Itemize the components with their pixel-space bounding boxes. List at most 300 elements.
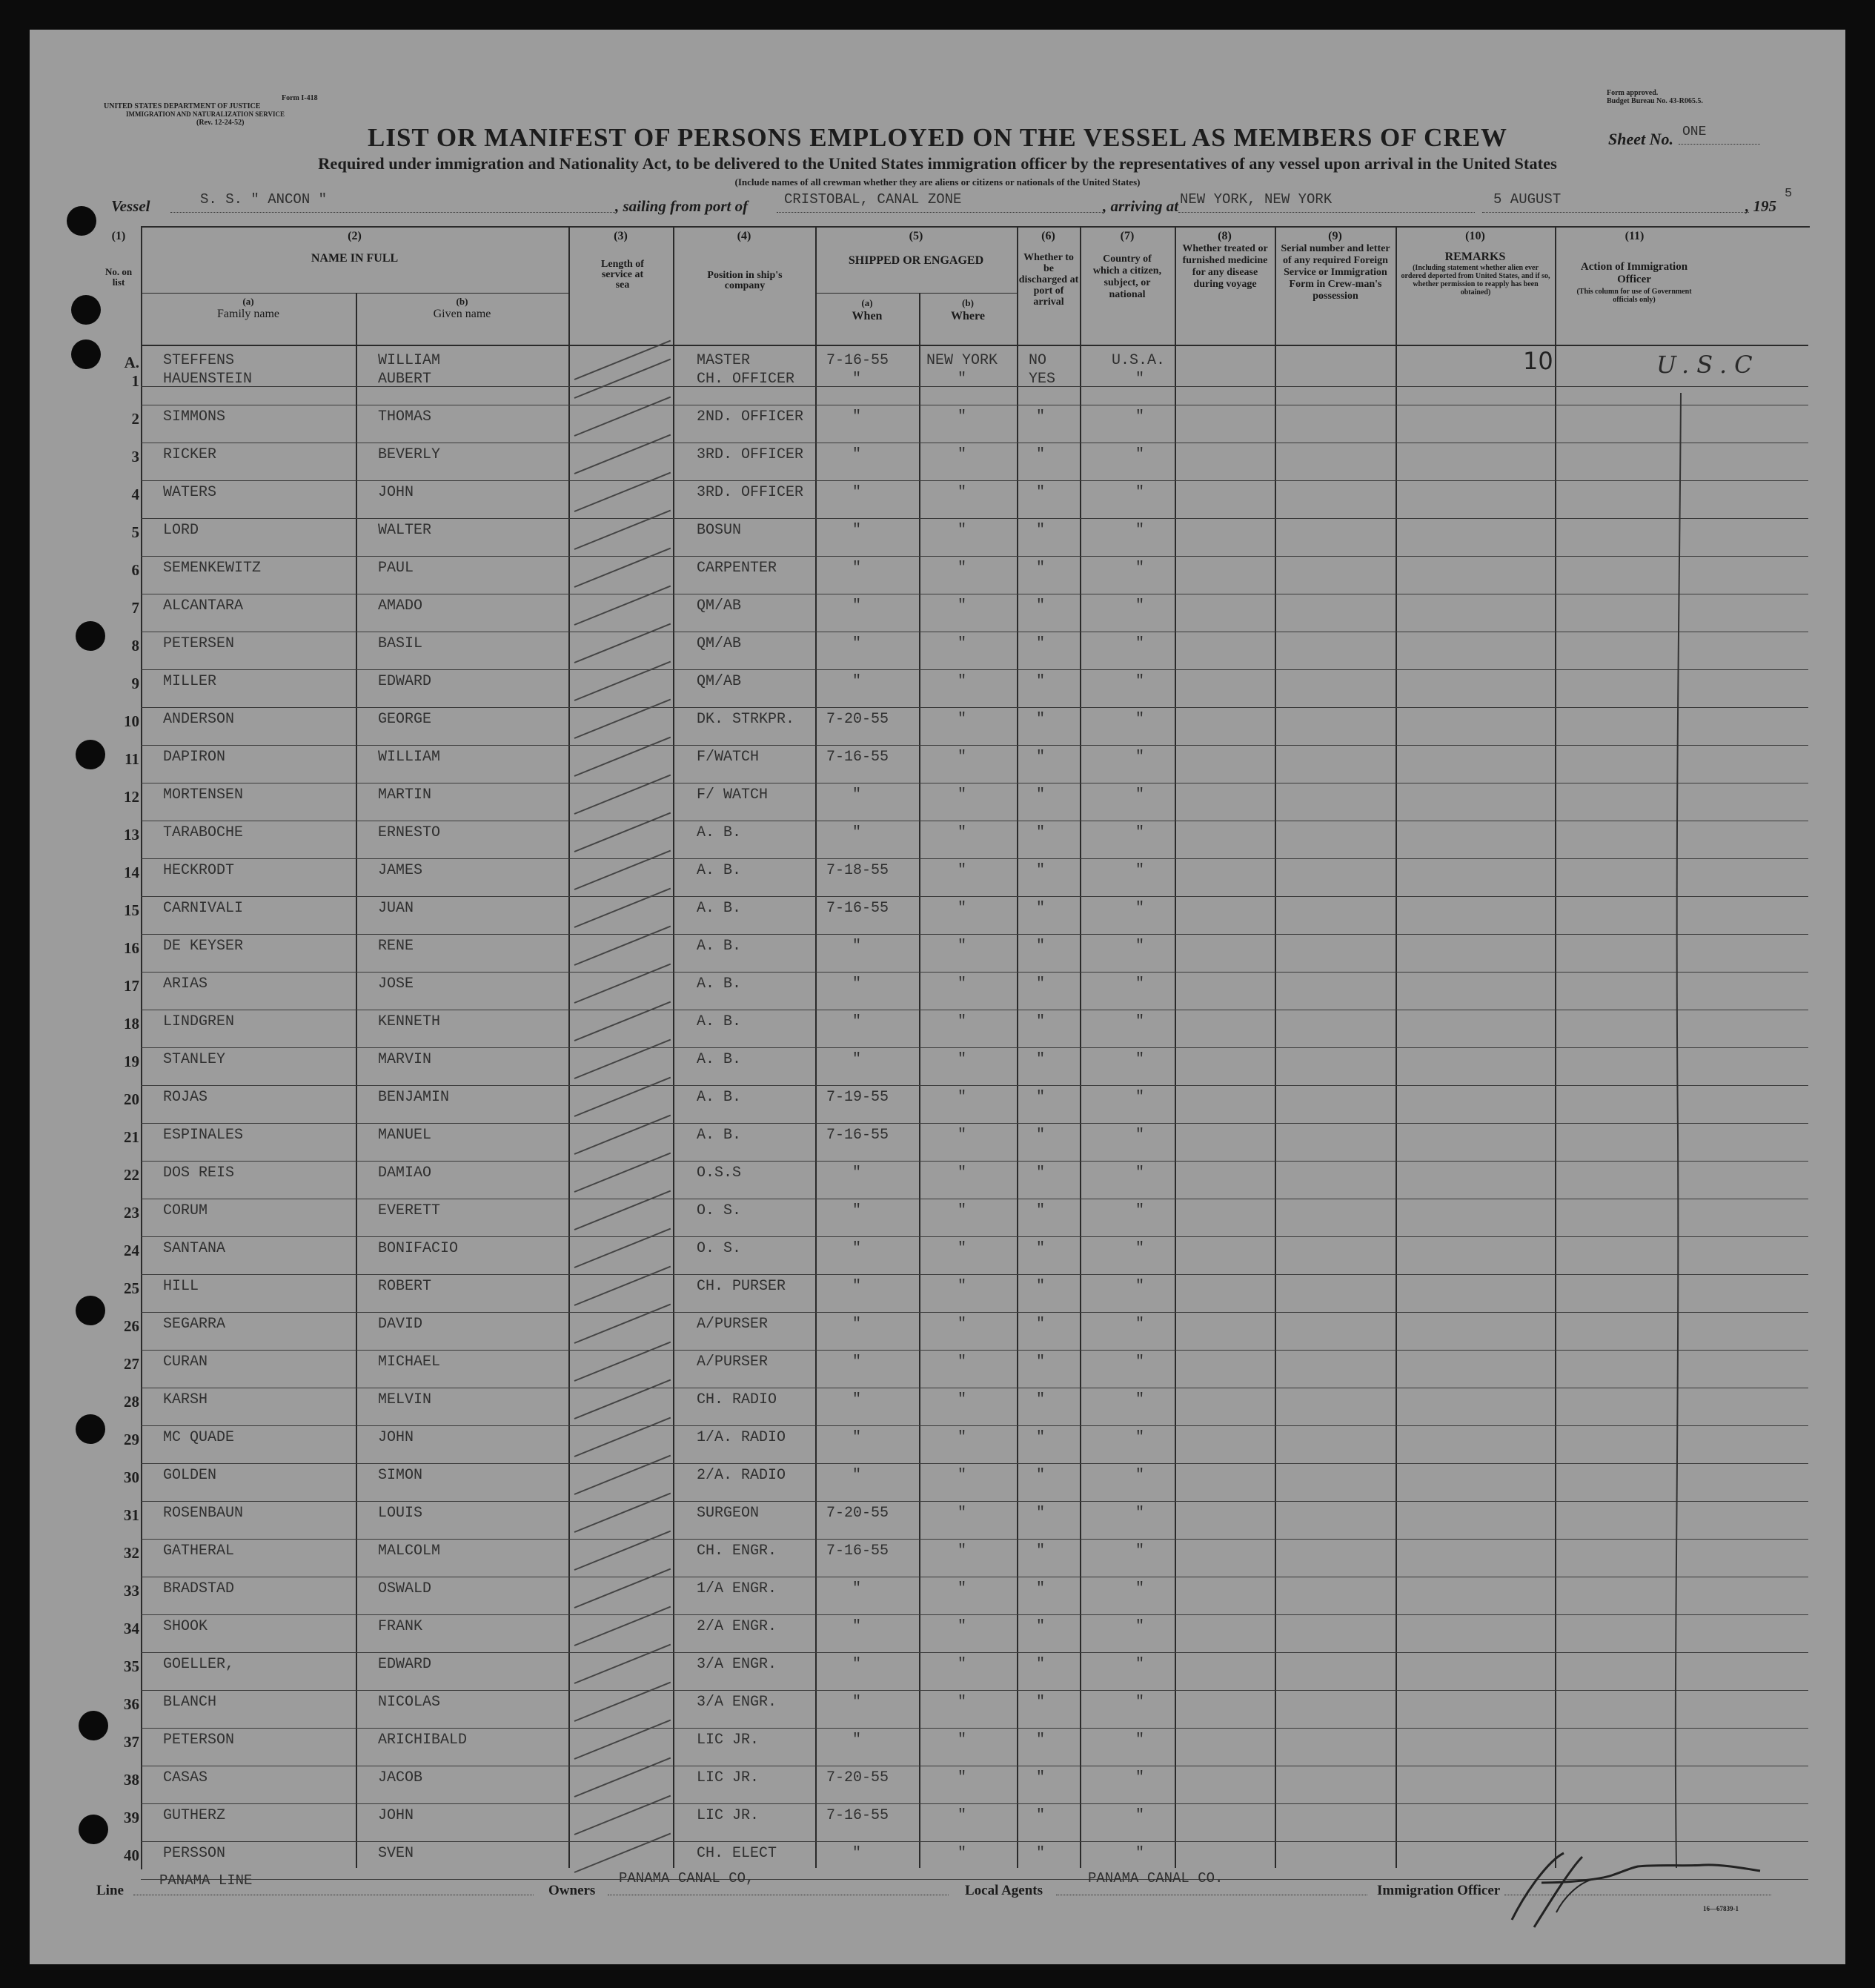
punch-hole — [67, 206, 96, 236]
row-number: 30 — [124, 1468, 139, 1486]
discharged: " — [1036, 938, 1046, 955]
row-number: 10 — [124, 712, 139, 730]
discharged: " — [1036, 597, 1046, 614]
shipped-where: " — [958, 1089, 967, 1106]
given-name: GEORGE — [378, 711, 432, 728]
shipped-where: " — [958, 1164, 967, 1182]
shipped-when: " — [852, 1467, 862, 1484]
discharged: " — [1036, 1845, 1046, 1862]
row-number: 4 — [131, 486, 139, 503]
row-number: 13 — [124, 826, 139, 844]
shipped-when: " — [852, 1732, 862, 1749]
year-digit: 5 — [1785, 187, 1793, 201]
country: " — [1135, 1543, 1145, 1560]
country: " — [1135, 1391, 1145, 1408]
service: IMMIGRATION AND NATURALIZATION SERVICE — [126, 110, 285, 118]
discharged: YES — [1029, 371, 1056, 388]
discharged: " — [1036, 446, 1046, 463]
shipped-where: " — [958, 1580, 967, 1597]
shipped-where: " — [958, 446, 967, 463]
col4-num: (4) — [737, 230, 751, 242]
year-prefix: , 195 — [1745, 197, 1776, 215]
country: " — [1135, 824, 1145, 841]
page-title: LIST OR MANIFEST OF PERSONS EMPLOYED ON THE VESSEL AS MEMBERS OF CREW — [367, 123, 1508, 152]
shipped-where: " — [958, 1051, 967, 1068]
country: " — [1135, 1051, 1145, 1068]
position: BOSUN — [697, 522, 742, 539]
col10-note: (Including statement whether alien ever ordered deported from United States, and if so, whether permission to reapply has been obtained) — [1401, 264, 1550, 296]
sheet-label: Sheet No. — [1608, 130, 1673, 148]
row-number: 35 — [124, 1657, 139, 1675]
row-number: 11 — [125, 750, 139, 768]
country: " — [1135, 938, 1145, 955]
col11-num: (11) — [1625, 230, 1645, 242]
shipped-where: " — [958, 1769, 967, 1786]
shipped-when: " — [852, 1580, 862, 1597]
position: 3/A ENGR. — [697, 1694, 777, 1711]
position: A. B. — [697, 862, 742, 879]
row-number: 27 — [124, 1355, 139, 1373]
shipped-when: " — [852, 1051, 862, 1068]
country: " — [1135, 484, 1145, 501]
family-name: MORTENSEN — [163, 786, 244, 804]
department: UNITED STATES DEPARTMENT OF JUSTICE — [104, 102, 261, 110]
given-name: MICHAEL — [378, 1354, 441, 1371]
position: 2/A ENGR. — [697, 1618, 777, 1635]
budget-bureau: Budget Bureau No. 43-R065.5. — [1607, 97, 1703, 105]
family-name: MC QUADE — [163, 1429, 235, 1446]
row-divider — [141, 1350, 1808, 1351]
discharged: " — [1036, 1391, 1046, 1408]
owners-label: Owners — [548, 1883, 596, 1898]
col5b-num: (b) — [962, 297, 974, 308]
shipped-when: " — [852, 786, 862, 804]
position: O. S. — [697, 1202, 742, 1219]
position: A. B. — [697, 900, 742, 917]
discharged: " — [1036, 824, 1046, 841]
country: " — [1135, 1429, 1145, 1446]
family-name: KARSH — [163, 1391, 208, 1408]
col9-label: Serial number and letter of any required Foreign Service or Immigration Form in Crew-man's possession — [1281, 243, 1390, 302]
remarks-count: 10 — [1523, 347, 1553, 375]
shipped-when: " — [852, 1316, 862, 1333]
header-bottom-line — [141, 345, 1808, 346]
position: 3RD. OFFICER — [697, 484, 804, 501]
shipped-when: 7-16-55 — [826, 900, 889, 917]
vessel-underline — [170, 212, 615, 213]
family-name: ARIAS — [163, 975, 208, 993]
shipped-where: " — [958, 1127, 967, 1144]
family-name: CASAS — [163, 1769, 208, 1786]
row-divider — [141, 707, 1808, 708]
row-divider — [141, 1690, 1808, 1691]
shipped-where: " — [958, 597, 967, 614]
country: " — [1135, 1732, 1145, 1749]
row-number: 24 — [124, 1242, 139, 1259]
shipped-when: " — [852, 371, 862, 388]
col2a-label: Family name — [217, 308, 279, 320]
family-name: DOS REIS — [163, 1164, 235, 1182]
row-number: 7 — [131, 599, 139, 617]
position: MASTER — [697, 352, 751, 369]
row-divider — [141, 1274, 1808, 1275]
vessel-name: S. S. " ANCON " — [200, 191, 328, 208]
print-code: 16—67839-1 — [1703, 1905, 1739, 1912]
position: CH. ENGR. — [697, 1543, 777, 1560]
row-divider — [141, 1652, 1808, 1653]
family-name: MILLER — [163, 673, 217, 690]
shipped-where: " — [958, 786, 967, 804]
shipped-where: " — [958, 1316, 967, 1333]
arriving-label: , arriving at — [1103, 197, 1179, 215]
position: A. B. — [697, 975, 742, 993]
country: " — [1135, 900, 1145, 917]
given-name: EDWARD — [378, 1656, 432, 1673]
col2b-num: (b) — [456, 296, 468, 307]
row-divider — [141, 480, 1808, 481]
form-approved: Form approved. — [1607, 89, 1659, 97]
row-divider — [141, 896, 1808, 897]
shipped-where: " — [958, 484, 967, 501]
shipped-when: 7-20-55 — [826, 1769, 889, 1786]
col-divider-when — [919, 293, 920, 1868]
position: 1/A ENGR. — [697, 1580, 777, 1597]
shipped-where: " — [958, 522, 967, 539]
shipped-where: " — [958, 1694, 967, 1711]
shipped-where: " — [958, 1429, 967, 1446]
row-number: 22 — [124, 1166, 139, 1184]
shipped-where: " — [958, 673, 967, 690]
discharged: " — [1036, 1013, 1046, 1030]
country: " — [1135, 1164, 1145, 1182]
position: A. B. — [697, 1127, 742, 1144]
col6-label: Whether to be discharged at port of arrival — [1018, 252, 1079, 308]
country: " — [1135, 597, 1145, 614]
given-name: BONIFACIO — [378, 1240, 459, 1257]
revision: (Rev. 12-24-52) — [196, 119, 245, 127]
col5a-num: (a) — [861, 297, 873, 308]
country: " — [1135, 446, 1145, 463]
col5-num: (5) — [909, 230, 923, 242]
row-divider — [141, 1539, 1808, 1540]
given-name: LOUIS — [378, 1505, 423, 1522]
family-name: GUTHERZ — [163, 1807, 226, 1824]
port-underline — [777, 212, 1103, 213]
row-divider — [141, 1085, 1808, 1086]
arrival-port: NEW YORK, NEW YORK — [1180, 191, 1333, 208]
position: LIC JR. — [697, 1732, 760, 1749]
shipped-where: " — [958, 1391, 967, 1408]
country: " — [1135, 749, 1145, 766]
country: " — [1135, 1240, 1145, 1257]
shipped-where: " — [958, 408, 967, 425]
country: " — [1135, 1845, 1145, 1862]
given-name: RENE — [378, 938, 414, 955]
discharged: " — [1036, 1543, 1046, 1560]
discharged: " — [1036, 1429, 1046, 1446]
shipped-where: " — [958, 371, 967, 388]
shipped-when: " — [852, 1656, 862, 1673]
country: " — [1135, 1467, 1145, 1484]
discharged: " — [1036, 635, 1046, 652]
family-name: CORUM — [163, 1202, 208, 1219]
position: A. B. — [697, 938, 742, 955]
shipped-where: " — [958, 1845, 967, 1862]
col7-num: (7) — [1120, 230, 1135, 242]
col8-label: Whether treated or furnished medicine for any disease during voyage — [1182, 243, 1268, 290]
discharged: " — [1036, 975, 1046, 993]
officer-label: Immigration Officer — [1377, 1883, 1501, 1898]
position: F/WATCH — [697, 749, 760, 766]
position: 3RD. OFFICER — [697, 446, 804, 463]
col4-label: Position in ship's company — [707, 270, 783, 291]
col5b-label: Where — [951, 310, 985, 322]
discharged: " — [1036, 522, 1046, 539]
row-number: 20 — [124, 1090, 139, 1108]
discharged: " — [1036, 673, 1046, 690]
given-name: PAUL — [378, 560, 414, 577]
shipped-where: NEW YORK — [926, 352, 998, 369]
position: A. B. — [697, 1013, 742, 1030]
family-name: ROSENBAUN — [163, 1505, 244, 1522]
shipped-when: " — [852, 824, 862, 841]
row-number: 8 — [131, 637, 139, 655]
shipped-where: " — [958, 938, 967, 955]
family-name: SEMENKEWITZ — [163, 560, 262, 577]
given-name: BEVERLY — [378, 446, 441, 463]
agents-value: PANAMA CANAL CO. — [1088, 1870, 1224, 1886]
line-value: PANAMA LINE — [159, 1872, 253, 1889]
shipped-where: " — [958, 749, 967, 766]
row-divider — [141, 518, 1808, 519]
position: QM/AB — [697, 673, 742, 690]
position: DK. STRKPR. — [697, 711, 795, 728]
crew-note: (Include names of all crewman whether they are aliens or citizens or nationals of the United States) — [734, 176, 1141, 188]
given-name: KENNETH — [378, 1013, 441, 1030]
shipped-where: " — [958, 1354, 967, 1371]
row-divider — [141, 1501, 1808, 1502]
shipped-when: " — [852, 1694, 862, 1711]
position: A. B. — [697, 1089, 742, 1106]
position: 1/A. RADIO — [697, 1429, 786, 1446]
discharged: " — [1036, 1089, 1046, 1106]
family-name: DE KEYSER — [163, 938, 244, 955]
country: " — [1135, 1127, 1145, 1144]
shipped-where: " — [958, 1013, 967, 1030]
family-name: BLANCH — [163, 1694, 217, 1711]
row-number: 12 — [124, 788, 139, 806]
col2-label: NAME IN FULL — [311, 252, 399, 265]
position: A/PURSER — [697, 1316, 769, 1333]
position: O.S.S — [697, 1164, 742, 1182]
shipped-when: " — [852, 408, 862, 425]
owners-value: PANAMA CANAL CO, — [619, 1870, 754, 1886]
shipped-where: " — [958, 1202, 967, 1219]
row-divider — [141, 745, 1808, 746]
row-number: 29 — [124, 1431, 139, 1448]
discharged: " — [1036, 1164, 1046, 1182]
country: " — [1135, 1580, 1145, 1597]
family-name: HECKRODT — [163, 862, 235, 879]
given-name: DAVID — [378, 1316, 423, 1333]
family-name: SIMMONS — [163, 408, 226, 425]
officer-signature — [1423, 1838, 1764, 1935]
family-name: SANTANA — [163, 1240, 226, 1257]
country: " — [1135, 560, 1145, 577]
shipped-when: 7-20-55 — [826, 711, 889, 728]
discharged: " — [1036, 1127, 1046, 1144]
col6-num: (6) — [1041, 230, 1055, 242]
col5-label: SHIPPED OR ENGAGED — [848, 254, 984, 267]
row-divider — [141, 972, 1808, 973]
family-name: GOELLER, — [163, 1656, 235, 1673]
row-divider — [141, 1614, 1808, 1615]
row-number: 2 — [131, 410, 139, 428]
shipped-where: " — [958, 1656, 967, 1673]
agents-label: Local Agents — [965, 1883, 1043, 1898]
row-number: 21 — [124, 1128, 139, 1146]
given-name: WILLIAM — [378, 352, 441, 369]
row-number: 37 — [124, 1733, 139, 1751]
officer-action: U.S.C — [1656, 351, 1760, 379]
shipped-when: 7-20-55 — [826, 1505, 889, 1522]
position: LIC JR. — [697, 1807, 760, 1824]
col2b-label: Given name — [433, 308, 491, 320]
given-name: DAMIAO — [378, 1164, 432, 1182]
country: " — [1135, 786, 1145, 804]
shipped-where: " — [958, 560, 967, 577]
family-name: PERSSON — [163, 1845, 226, 1862]
col1-label: No. on list — [104, 266, 133, 288]
family-name: TARABOCHE — [163, 824, 244, 841]
row-divider — [141, 1728, 1808, 1729]
row-number: 9 — [131, 675, 139, 692]
discharged: " — [1036, 1732, 1046, 1749]
discharged: " — [1036, 1694, 1046, 1711]
shipped-when: 7-16-55 — [826, 1807, 889, 1824]
sailing-label: , sailing from port of — [615, 197, 749, 215]
discharged: " — [1036, 711, 1046, 728]
officer-action-line — [1660, 393, 1697, 1868]
discharged: " — [1036, 1505, 1046, 1522]
row-number: 17 — [124, 977, 139, 995]
country: " — [1135, 1656, 1145, 1673]
row-divider — [141, 934, 1808, 935]
shipped-when: " — [852, 446, 862, 463]
position: 2ND. OFFICER — [697, 408, 804, 425]
shipped-where: " — [958, 1240, 967, 1257]
shipped-where: " — [958, 862, 967, 879]
discharged: " — [1036, 1769, 1046, 1786]
row-number: 28 — [124, 1393, 139, 1411]
row-divider — [141, 1123, 1808, 1124]
given-name: MELVIN — [378, 1391, 432, 1408]
row-number: 39 — [124, 1809, 139, 1826]
position: A/PURSER — [697, 1354, 769, 1371]
discharged: " — [1036, 1580, 1046, 1597]
shipped-where: " — [958, 1467, 967, 1484]
discharged: " — [1036, 560, 1046, 577]
subtitle: Required under immigration and Nationality Act, to be delivered to the United States immigration officer by the representatives of any vessel upon arrival in the United States — [318, 154, 1557, 173]
row-divider — [141, 1463, 1808, 1464]
row-number: 40 — [124, 1846, 139, 1864]
col8-num: (8) — [1218, 230, 1232, 242]
country: " — [1135, 975, 1145, 993]
row-number: 1 — [131, 372, 139, 390]
shipped-where: " — [958, 1807, 967, 1824]
col2-num: (2) — [348, 230, 362, 242]
family-name: STEFFENS — [163, 352, 235, 369]
discharged: " — [1036, 1051, 1046, 1068]
shipped-where: " — [958, 1618, 967, 1635]
arrival-date: 5 AUGUST — [1493, 191, 1562, 208]
family-name: ALCANTARA — [163, 597, 244, 614]
position: A. B. — [697, 1051, 742, 1068]
country: " — [1135, 635, 1145, 652]
family-name: DAPIRON — [163, 749, 226, 766]
given-name: THOMAS — [378, 408, 432, 425]
shipped-when: " — [852, 635, 862, 652]
col10-num: (10) — [1465, 230, 1485, 242]
position: LIC JR. — [697, 1769, 760, 1786]
given-name: NICOLAS — [378, 1694, 441, 1711]
line-label: Line — [96, 1883, 124, 1898]
country: " — [1135, 1354, 1145, 1371]
given-name: WILLIAM — [378, 749, 441, 766]
given-name: EDWARD — [378, 673, 432, 690]
shipped-when: 7-19-55 — [826, 1089, 889, 1106]
given-name: AMADO — [378, 597, 423, 614]
discharged: " — [1036, 1656, 1046, 1673]
family-name: SEGARRA — [163, 1316, 226, 1333]
country: " — [1135, 673, 1145, 690]
col11-label: Action of Immigration Officer — [1580, 261, 1688, 285]
family-name: LINDGREN — [163, 1013, 235, 1030]
discharged: NO — [1029, 352, 1047, 369]
row-divider — [141, 1803, 1808, 1804]
col2a-num: (a) — [242, 296, 254, 307]
given-name: ERNESTO — [378, 824, 441, 841]
position: F/ WATCH — [697, 786, 769, 804]
row-number: 31 — [124, 1506, 139, 1524]
discharged: " — [1036, 484, 1046, 501]
position: QM/AB — [697, 635, 742, 652]
shipped-when: " — [852, 1278, 862, 1295]
given-name: SIMON — [378, 1467, 423, 1484]
row-number: 6 — [131, 561, 139, 579]
row-divider — [141, 1312, 1808, 1313]
family-name: ESPINALES — [163, 1127, 244, 1144]
shipped-where: " — [958, 1505, 967, 1522]
given-name: ROBERT — [378, 1278, 432, 1295]
col5a-label: When — [852, 310, 883, 322]
shipped-where: " — [958, 975, 967, 993]
col10-label: REMARKS — [1444, 251, 1506, 263]
family-name: ANDERSON — [163, 711, 235, 728]
country: " — [1135, 1278, 1145, 1295]
row-number: 36 — [124, 1695, 139, 1713]
country: " — [1135, 1202, 1145, 1219]
col1-num: (1) — [111, 230, 126, 242]
given-name: BASIL — [378, 635, 423, 652]
country: " — [1135, 1089, 1145, 1106]
row-number: 23 — [124, 1204, 139, 1222]
shipped-when: " — [852, 1013, 862, 1030]
given-name: MALCOLM — [378, 1543, 441, 1560]
family-name: GATHERAL — [163, 1543, 235, 1560]
country: " — [1135, 711, 1145, 728]
row-number: 18 — [124, 1015, 139, 1033]
